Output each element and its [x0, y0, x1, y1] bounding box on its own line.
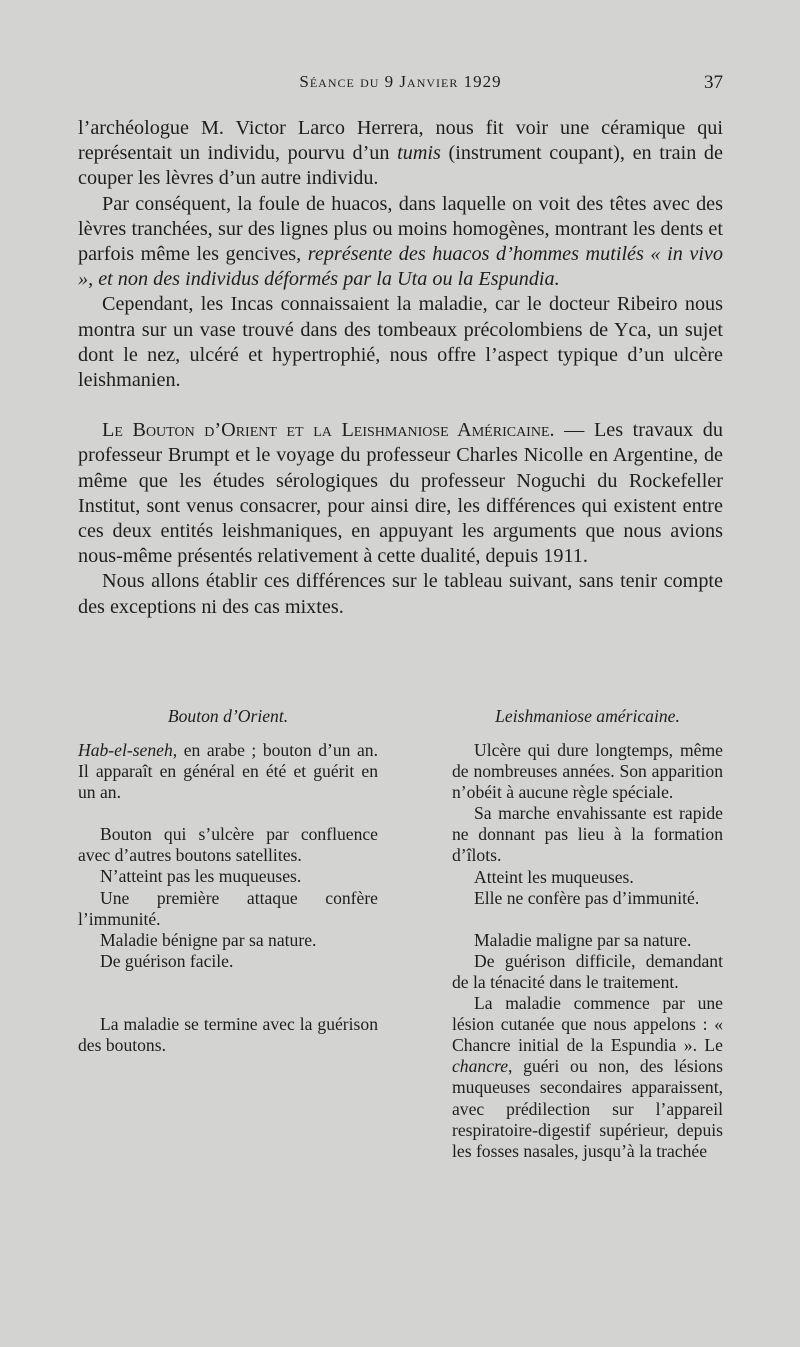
main-text: [78, 116, 723, 620]
left-item: Maladie bénigne par sa nature.: [100, 929, 317, 950]
left-item: De guérison facile.: [100, 950, 234, 971]
text-run: , en arabe ; bouton d’un an. Il apparaît en général en été et guérit en un an.: [78, 740, 378, 803]
page-header: [78, 72, 723, 102]
right-item: Sa marche envahissante est rapide ne donnant pas lieu à la formation d’îlots.: [452, 803, 723, 866]
text-run: Cependant, les Incas connaissaient la maladie, car le docteur Ribeiro nous montra sur un vase trouvé dans des tombeaux précolombiens de Yca, un sujet dont le nez, ulcéré et hypertrophié, nous offre l’aspect typique d’un ulcère leishmanien.: [78, 293, 723, 392]
text-run: Nous allons établir ces différences sur le tableau suivant, sans tenir compte des exceptions ni des cas mixtes.: [78, 570, 723, 618]
page-number: 37: [704, 72, 723, 93]
left-item: [78, 740, 378, 803]
right-item: De guérison difficile, demandant de la ténacité dans le traitement.: [452, 950, 723, 992]
text-run: — Les travaux du professeur Brumpt et le voyage du professeur Charles Nicolle en Argentine, de même que les études sérologiques du professeur Noguchi du Rockefeller Institut, sont venus consacrer, pour ainsi dire, les différences qui existent entre ces deux entités leishmaniques, en appuyant les arguments que nous avions nous-même présentés relativement à cette dualité, depuis 1911.: [78, 419, 723, 568]
text-run: , guéri ou non, des lésions muqueuses secondaires apparaissent, avec prédilection sur l’appareil respiratoire-digestif supérieur, depuis les fosses nasales, jusqu’à la trachée: [452, 1056, 723, 1161]
left-item: Bouton qui s’ulcère par confluence avec d’autres boutons satellites.: [78, 824, 378, 866]
italic-term: chancre: [452, 1056, 509, 1077]
paragraph-1: [78, 116, 723, 192]
left-item: La maladie se termine avec la guérison des boutons.: [78, 1013, 378, 1056]
right-item: Maladie maligne par sa nature.: [474, 929, 692, 950]
left-item: N’atteint pas les muqueuses.: [100, 866, 302, 887]
text-run: (instrument coupant), en train de couper les lèvres d’un autre individu.: [78, 142, 723, 190]
right-column-heading: Leishmaniose américaine.: [495, 706, 680, 726]
italic-term: tumis: [397, 142, 441, 165]
paragraph-3: [78, 292, 723, 393]
right-column: [452, 706, 723, 1162]
left-item: Une première attaque confère l’immunité.: [78, 887, 378, 929]
section-title: Le Bouton d’Orient et la Leishmaniose Américaine.: [102, 419, 555, 442]
paragraph-4: [78, 418, 723, 569]
text-run: Par conséquent, la foule de huacos, dans laquelle on voit des têtes avec des lèvres tranchées, sur des lignes plus ou moins homogènes, montrant les dents et parfois même les gencives,: [78, 192, 723, 266]
italic-text: représente des huacos d’hommes mutilés « in vivo », et non des individus déformés par la Uta ou la Espundia.: [78, 243, 723, 291]
right-item: Atteint les muqueuses.: [474, 866, 634, 887]
left-column-heading: Bouton d’Orient.: [167, 706, 289, 726]
paragraph-5: [78, 569, 723, 619]
paragraph-2: [78, 192, 723, 293]
left-column: [78, 706, 378, 1056]
italic-term: Hab-el-seneh: [78, 740, 173, 760]
text-run: La maladie commence par une lésion cutanée que nous appelons : « Chancre initial de la Espundia ». Le: [452, 993, 723, 1056]
right-item: Elle ne confère pas d’immunité.: [474, 887, 700, 908]
text-run: l’archéologue M. Victor Larco Herrera, nous fit voir une céramique qui représentait un individu, pourvu d’un: [78, 117, 723, 165]
running-title: Séance du 9 Janvier 1929: [299, 72, 502, 91]
right-item: [452, 993, 723, 1162]
right-item: Ulcère qui dure longtemps, même de nombreuses années. Son apparition n’obéit à aucune règle spéciale.: [452, 740, 723, 803]
